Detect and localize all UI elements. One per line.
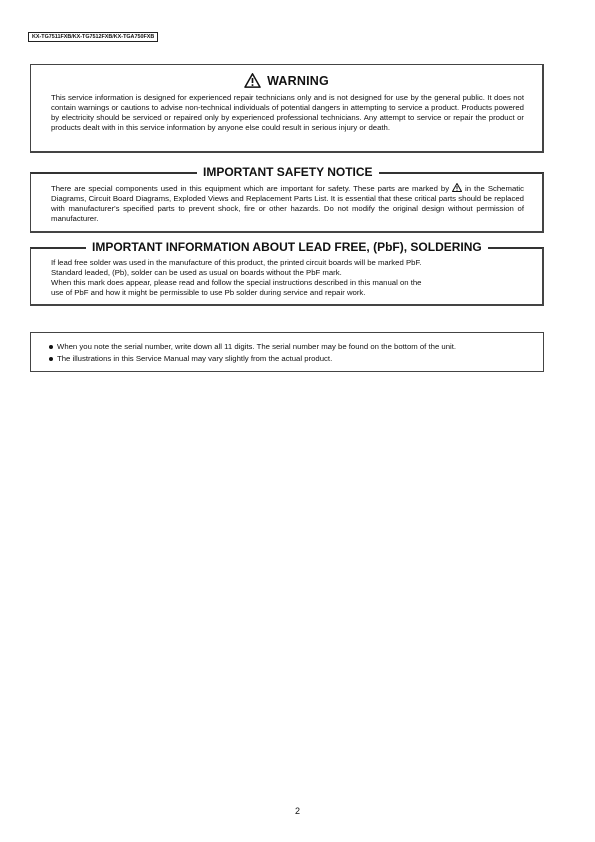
safety-notice-text (51, 183, 524, 224)
lead-free-text (51, 258, 524, 298)
lead-free-line: If lead free solder was used in the manufacture of this product, the printed circuit boards will be marked PbF. (51, 258, 422, 267)
note-text: The illustrations in this Service Manual may vary slightly from the actual product. (57, 354, 333, 363)
lead-free-box (30, 248, 544, 306)
lead-free-line: When this mark does appear, please read and follow the special instructions described in this manual on the (51, 278, 422, 288)
page-number: 2 (294, 806, 300, 816)
notes-box (30, 332, 544, 372)
safety-notice-box (30, 173, 544, 233)
lead-free-title: IMPORTANT INFORMATION ABOUT LEAD FREE, (PbF), SOLDERING (86, 240, 488, 254)
safety-notice-text-start: There are special components used in this equipment which are important for safety. These parts are marked by (51, 184, 450, 193)
warning-triangle-icon (452, 183, 462, 192)
note-item (49, 354, 332, 364)
bullet-icon (49, 345, 53, 349)
lead-free-line: Standard leaded, (Pb), solder can be used as usual on boards without the PbF mark. (51, 268, 342, 278)
lead-free-line: use of PbF and how it might be permissible to use Pb solder during service and repair work. (51, 288, 366, 298)
warning-heading (31, 73, 542, 88)
safety-notice-text-end: in the Schematic Diagrams, Circuit Board Diagrams, Exploded Views and Replacement Parts List. It is essential that these critical parts should be replaced with manufacturer's specified parts to prevent shock, fire or other hazards. Do not modify the original design without permission of manufacturer. (51, 184, 524, 224)
note-text: When you note the serial number, write down all 11 digits. The serial number may be found on the bottom of the unit. (57, 342, 457, 351)
note-item (49, 342, 456, 352)
model-number-tag: KX-TG7511FXB/KX-TG7512FXB/KX-TGA750FXB (28, 32, 158, 42)
bullet-icon (49, 357, 53, 361)
warning-box (30, 64, 544, 153)
warning-triangle-icon (244, 73, 261, 88)
warning-title: WARNING (267, 73, 329, 88)
safety-notice-title: IMPORTANT SAFETY NOTICE (197, 165, 379, 179)
warning-text: This service information is designed for experienced repair technicians only and is not designed for use by the general public. It does not contain warnings or cautions to advise non-technical individuals of potential dangers in attempting to service a product. Products powered by electricity should be serviced or repaired only by experienced professional technicians. Any attempt to service or repair the product or products dealt with in this service information by anyone else could result in serious injury or death. (51, 93, 524, 133)
